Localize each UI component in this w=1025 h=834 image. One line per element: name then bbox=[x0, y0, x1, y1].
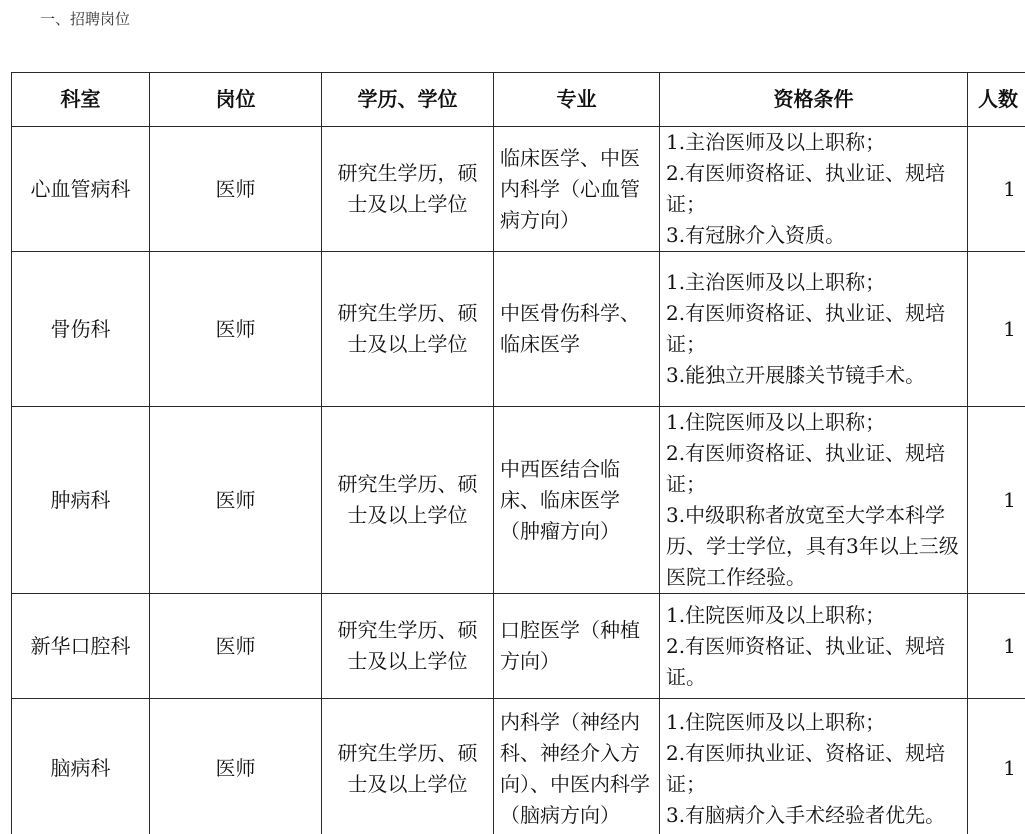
cell-requirements bbox=[660, 252, 968, 407]
cell-post: 医师 bbox=[150, 594, 322, 699]
requirement-line: 3.能独立开展膝关节镜手术。 bbox=[666, 363, 926, 387]
header-count: 人数 bbox=[968, 73, 1025, 127]
cell-post: 医师 bbox=[150, 699, 322, 834]
requirement-line: 2.有医师资格证、执业证、规培证。 bbox=[666, 633, 946, 689]
cell-major: 中医骨伤科学、临床医学 bbox=[494, 252, 660, 407]
header-dept: 科室 bbox=[12, 73, 150, 127]
header-requirements: 资格条件 bbox=[660, 73, 968, 127]
requirement-line: 2.有医师资格证、执业证、规培证； bbox=[666, 161, 946, 216]
cell-requirements bbox=[660, 594, 968, 699]
table-row bbox=[12, 407, 1025, 594]
header-post: 岗位 bbox=[150, 73, 322, 127]
requirement-line: 2.有医师资格证、执业证、规培证； bbox=[666, 301, 946, 356]
requirement-line: 2.有医师执业证、资格证、规培证； bbox=[666, 740, 946, 796]
requirement-line: 3.有冠脉介入资质。 bbox=[666, 223, 846, 247]
cell-major: 内科学（神经内科、神经介入方向）、中医内科学（脑病方向） bbox=[494, 699, 660, 834]
cell-dept: 肿病科 bbox=[12, 407, 150, 594]
cell-education: 研究生学历、硕士及以上学位 bbox=[322, 252, 494, 407]
requirement-line: 3.有脑病介入手术经验者优先。 bbox=[666, 802, 946, 827]
cell-requirements bbox=[660, 699, 968, 834]
table-row bbox=[12, 127, 1025, 252]
cell-major: 口腔医学（种植方向） bbox=[494, 594, 660, 699]
cell-major: 临床医学、中医内科学（心血管病方向） bbox=[494, 127, 660, 252]
cell-education: 研究生学历、硕士及以上学位 bbox=[322, 594, 494, 699]
cell-requirements bbox=[660, 127, 968, 252]
cell-education: 研究生学历，硕士及以上学位 bbox=[322, 127, 494, 252]
cell-major: 中西医结合临床、临床医学（肿瘤方向） bbox=[494, 407, 660, 594]
cell-dept: 新华口腔科 bbox=[12, 594, 150, 699]
requirement-line: 2.有医师资格证、执业证、规培证； bbox=[666, 441, 946, 496]
cell-post: 医师 bbox=[150, 407, 322, 594]
cell-count: 1 bbox=[968, 594, 1025, 699]
requirement-line: 1.主治医师及以上职称； bbox=[666, 130, 886, 154]
table-row bbox=[12, 594, 1025, 699]
requirement-line: 1.住院医师及以上职称； bbox=[666, 709, 886, 734]
cell-count: 1 bbox=[968, 127, 1025, 252]
cell-post: 医师 bbox=[150, 252, 322, 407]
cell-dept: 骨伤科 bbox=[12, 252, 150, 407]
requirement-line: 1.住院医师及以上职称； bbox=[666, 602, 886, 627]
header-major: 专业 bbox=[494, 73, 660, 127]
cell-post: 医师 bbox=[150, 127, 322, 252]
recruitment-table bbox=[11, 72, 1025, 834]
cell-education: 研究生学历、硕士及以上学位 bbox=[322, 699, 494, 834]
cell-count: 1 bbox=[968, 699, 1025, 834]
table-header-row bbox=[12, 73, 1025, 127]
requirement-line: 1.住院医师及以上职称； bbox=[666, 410, 886, 434]
cell-dept: 心血管病科 bbox=[12, 127, 150, 252]
cell-count: 1 bbox=[968, 407, 1025, 594]
cell-dept: 脑病科 bbox=[12, 699, 150, 834]
cell-count: 1 bbox=[968, 252, 1025, 407]
requirement-line: 1.主治医师及以上职称； bbox=[666, 270, 886, 294]
section-heading: 一、招聘岗位 bbox=[40, 10, 131, 28]
recruitment-table-container bbox=[11, 72, 1025, 834]
cell-education: 研究生学历、硕士及以上学位 bbox=[322, 407, 494, 594]
table-row bbox=[12, 252, 1025, 407]
header-education: 学历、学位 bbox=[322, 73, 494, 127]
cell-requirements bbox=[660, 407, 968, 594]
table-row bbox=[12, 699, 1025, 834]
requirement-line: 3.中级职称者放宽至大学本科学历、学士学位，具有3年以上三级医院工作经验。 bbox=[666, 503, 959, 589]
